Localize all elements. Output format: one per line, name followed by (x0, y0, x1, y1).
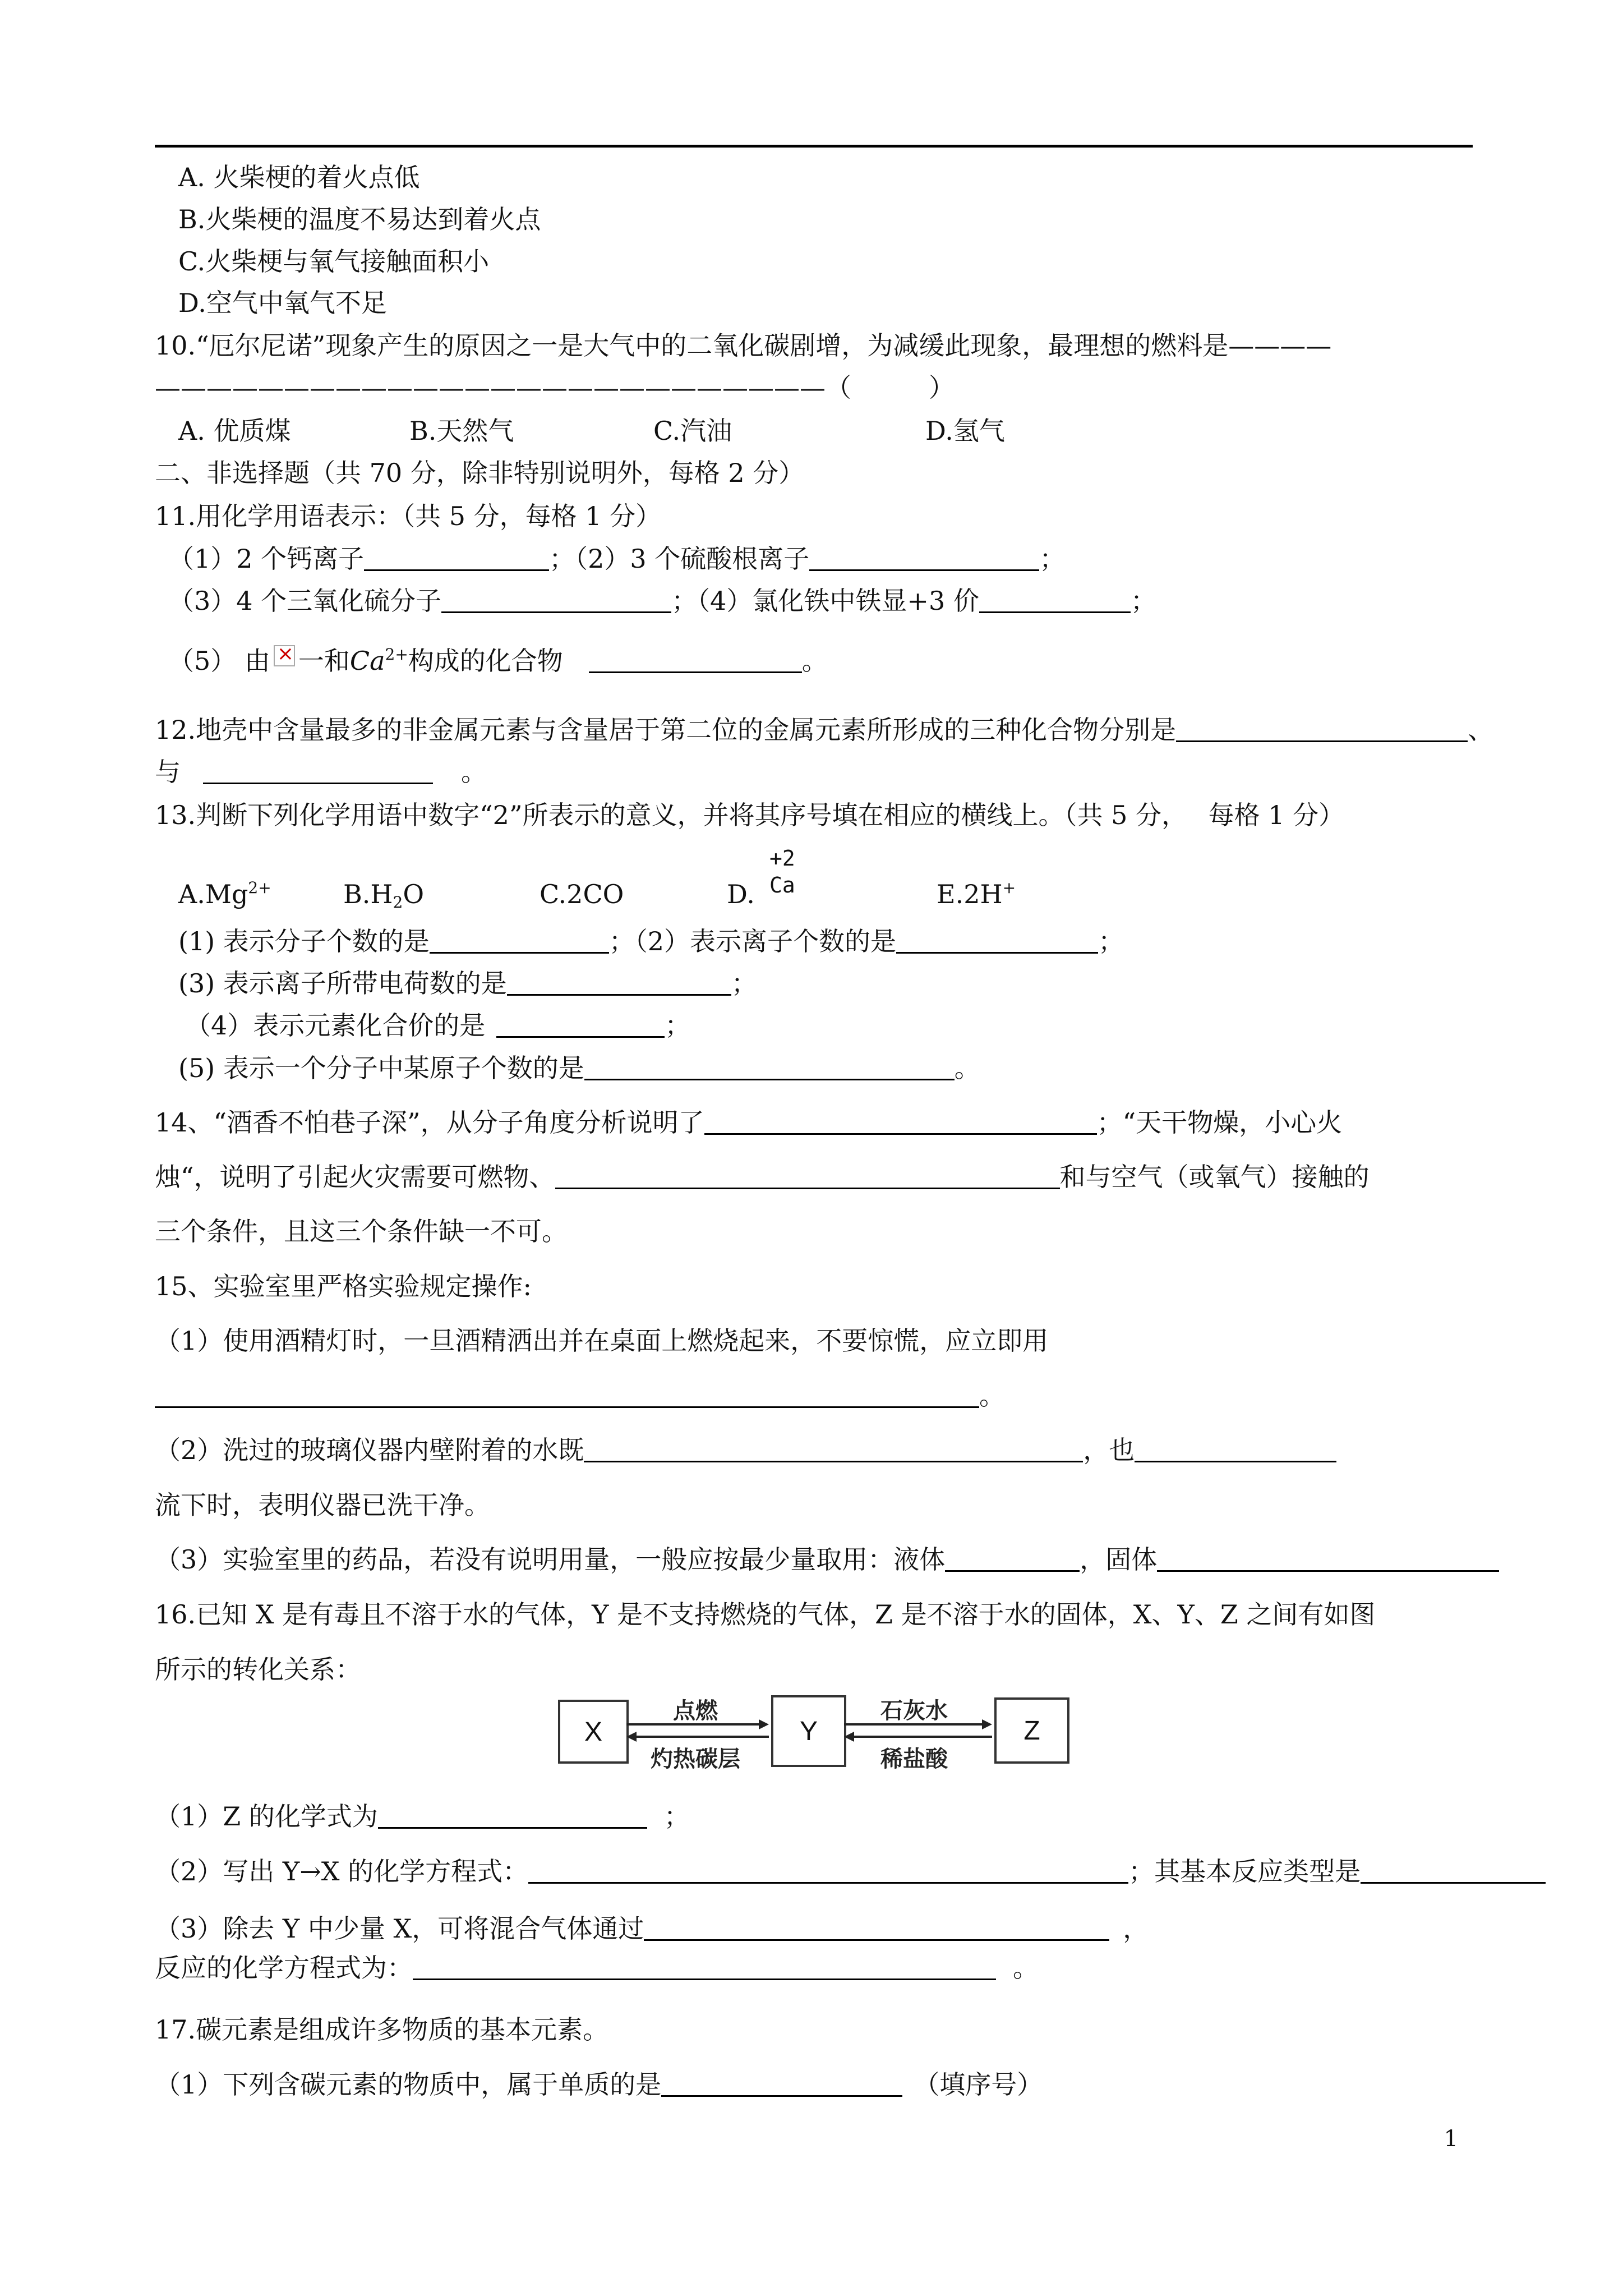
q10-stem-line1: 10.“厄尔尼诺”现象产生的原因之一是大气中的二氧化碳剧增，为减缓此现象，最理想的燃料是———— (155, 330, 1332, 361)
q15-answer-4[interactable] (945, 1548, 1080, 1572)
q13-option-e: E.2H+ (937, 878, 1016, 909)
q10-option-c: C.汽油 (653, 416, 732, 446)
q17-row1: （1）下列含碳元素的物质中，属于单质的是 （填序号） (155, 2069, 1043, 2100)
q11-answer-4[interactable] (979, 589, 1131, 613)
q17-answer-1[interactable] (661, 2073, 902, 2097)
q13-answer-3[interactable] (507, 972, 731, 996)
q16-answer-3[interactable] (1361, 1860, 1546, 1884)
yz-reverse-label: 稀盐酸 (880, 1746, 948, 1772)
q10-stem-line2: ——————————————————————————（ ） (155, 372, 955, 403)
diagram-node-z: Z (994, 1697, 1069, 1764)
q16-answer-1[interactable] (378, 1805, 647, 1829)
q10-option-a: A. 优质煤 (178, 416, 291, 446)
q15-answer-3[interactable] (1135, 1438, 1336, 1462)
q14-row1: 14、“酒香不怕巷子深”，从分子角度分析说明了 ；“天干物燥，小心火 (155, 1107, 1343, 1138)
q11-stem: 11.用化学用语表示：（共 5 分，每格 1 分） (155, 501, 662, 531)
xy-reverse-label: 灼热碳层 (651, 1746, 740, 1772)
q15-answer-5[interactable] (1157, 1548, 1499, 1572)
q11-row3: （5） 由× 一和$Ca^{2+}$构成的化合物 。 (168, 645, 828, 677)
xy-forward-label: 点燃 (673, 1698, 718, 1724)
q10-option-d: D.氢气 (925, 416, 1005, 446)
q11-row2: （3）4 个三氧化硫分子 ；（4）氯化铁中铁显+3 价 ； (168, 586, 1156, 616)
q13-answer-4[interactable] (496, 1014, 665, 1038)
q13-option-a: $A.Mg^{2+}$ (178, 878, 271, 909)
q16-stem-line1: 16.已知 X 是有毒且不溶于水的气体，Y 是不支持燃烧的气体，Z 是不溶于水的固体，X、Y、Z 之间有如图 (155, 1599, 1376, 1630)
q14-row3: 三个条件，且这三个条件缺一不可。 (155, 1216, 568, 1246)
q15-row2: （2）洗过的玻璃仪器内壁附着的水既 ，也 (155, 1434, 1336, 1466)
page-number: 1 (1444, 2126, 1458, 2152)
q12-stem: 12.地壳中含量最多的非金属元素与含量居于第二位的金属元素所形成的三种化合物分别是 (155, 715, 1177, 745)
q11-answer-3[interactable] (441, 589, 671, 613)
q15-row3: （3）实验室里的药品，若没有说明用量，一般应按最少量取用：液体 ，固体 (155, 1544, 1499, 1575)
q12-answer-1[interactable] (1176, 718, 1468, 742)
q11-part5-label: （5） 由 (168, 646, 270, 676)
header-rule (155, 145, 1473, 148)
q11-answer-5[interactable] (589, 649, 802, 673)
q11-answer-2[interactable] (809, 547, 1039, 571)
q16-answer-2[interactable] (528, 1860, 1128, 1884)
q10-option-b: B.天然气 (409, 416, 514, 446)
q14-answer-1[interactable] (704, 1111, 1097, 1135)
q17-stem: 17.碳元素是组成许多物质的基本元素。 (155, 2014, 609, 2045)
q12-row1: 12.地壳中含量最多的非金属元素与含量居于第二位的金属元素所形成的三种化合物分别是 、 (155, 715, 1494, 745)
q13-option-b: $B.H_2O$ (343, 879, 425, 912)
q15-part1: （1）使用酒精灯时，一旦酒精洒出并在桌面上燃烧起来，不要惊慌，应立即用 (155, 1326, 1049, 1356)
q11-part4-label: ；（4）氯化铁中铁显+3 价 (671, 586, 979, 616)
q13-row4: (5) 表示一个分子中某原子个数的是 。 (178, 1053, 980, 1083)
q13-answer-2[interactable] (896, 930, 1098, 954)
q12-answer-2[interactable] (203, 760, 433, 784)
section2-title: 二、非选择题（共 70 分，除非特别说明外，每格 2 分） (155, 458, 805, 488)
q13-stem: 13.判断下列化学用语中数字“2”所表示的意义，并将其序号填在相应的横线上。（共 5 分， 每格 1 分） (155, 800, 1345, 830)
q13-answer-1[interactable] (430, 930, 609, 954)
q11-part1-label: （1）2 个钙离子 (168, 544, 365, 574)
q15-answer-1[interactable] (155, 1384, 979, 1408)
q11-part2-label: ；（2）3 个硫酸根离子 (549, 544, 810, 574)
diagram-node-y: Y (771, 1695, 846, 1767)
q13-element-ca: Ca (769, 873, 795, 898)
q14-answer-2[interactable] (555, 1165, 1060, 1189)
q15-stem: 15、实验室里严格实验规定操作: (155, 1271, 532, 1301)
yz-forward-label: 石灰水 (880, 1698, 948, 1724)
calcium-ion: Ca (349, 646, 385, 676)
q9-option-a: A. 火柴梗的着火点低 (178, 162, 420, 192)
q13-valence-label: +2 (769, 846, 795, 871)
q12-row2: 与 。 (155, 757, 487, 787)
q16-row3: （3）除去 Y 中少量 X，可将混合气体通过 ， (155, 1913, 1149, 1944)
q14-row2: 烛“，说明了引起火灾需要可燃物、 和与空气（或氧气）接触的 (155, 1162, 1370, 1192)
q16-row4: 反应的化学方程式为： 。 (155, 1953, 1039, 1983)
q16-row2: （2）写出 Y→X 的化学方程式： ；其基本反应类型是 (155, 1856, 1546, 1887)
q13-row3: （4）表示元素化合价的是 ； (185, 1010, 691, 1041)
q13-answer-5[interactable] (584, 1056, 955, 1080)
q9-option-b: B.火柴梗的温度不易达到着火点 (178, 204, 541, 234)
q9-option-c: C.火柴梗与氧气接触面积小 (178, 246, 490, 277)
q11-answer-1[interactable] (364, 547, 549, 571)
q9-option-d: D.空气中氧气不足 (178, 288, 387, 318)
q16-stem-line2: 所示的转化关系： (155, 1654, 361, 1685)
q11-part3-label: （3）4 个三氧化硫分子 (168, 586, 442, 616)
q11-row1: （1）2 个钙离子 ；（2）3 个硫酸根离子 ； (168, 544, 1066, 574)
q15-answer-2[interactable] (584, 1438, 1083, 1462)
q13-option-c: C.2CO (540, 879, 624, 909)
broken-image-icon (274, 645, 295, 666)
q15-row1: 。 (155, 1380, 1005, 1411)
q13-row1: (1) 表示分子个数的是 ；（2）表示离子个数的是 ； (178, 926, 1124, 956)
q16-answer-5[interactable] (413, 1956, 996, 1980)
q16-row1: （1）Z 的化学式为 ； (155, 1801, 690, 1832)
q16-answer-4[interactable] (644, 1917, 1109, 1941)
q13-row2: (3) 表示离子所带电荷数的是 ； (178, 968, 757, 999)
q15-part2-tail: 流下时，表明仪器已洗干净。 (155, 1490, 490, 1520)
q13-option-d: D. (727, 879, 755, 909)
diagram-node-x: X (558, 1700, 629, 1764)
